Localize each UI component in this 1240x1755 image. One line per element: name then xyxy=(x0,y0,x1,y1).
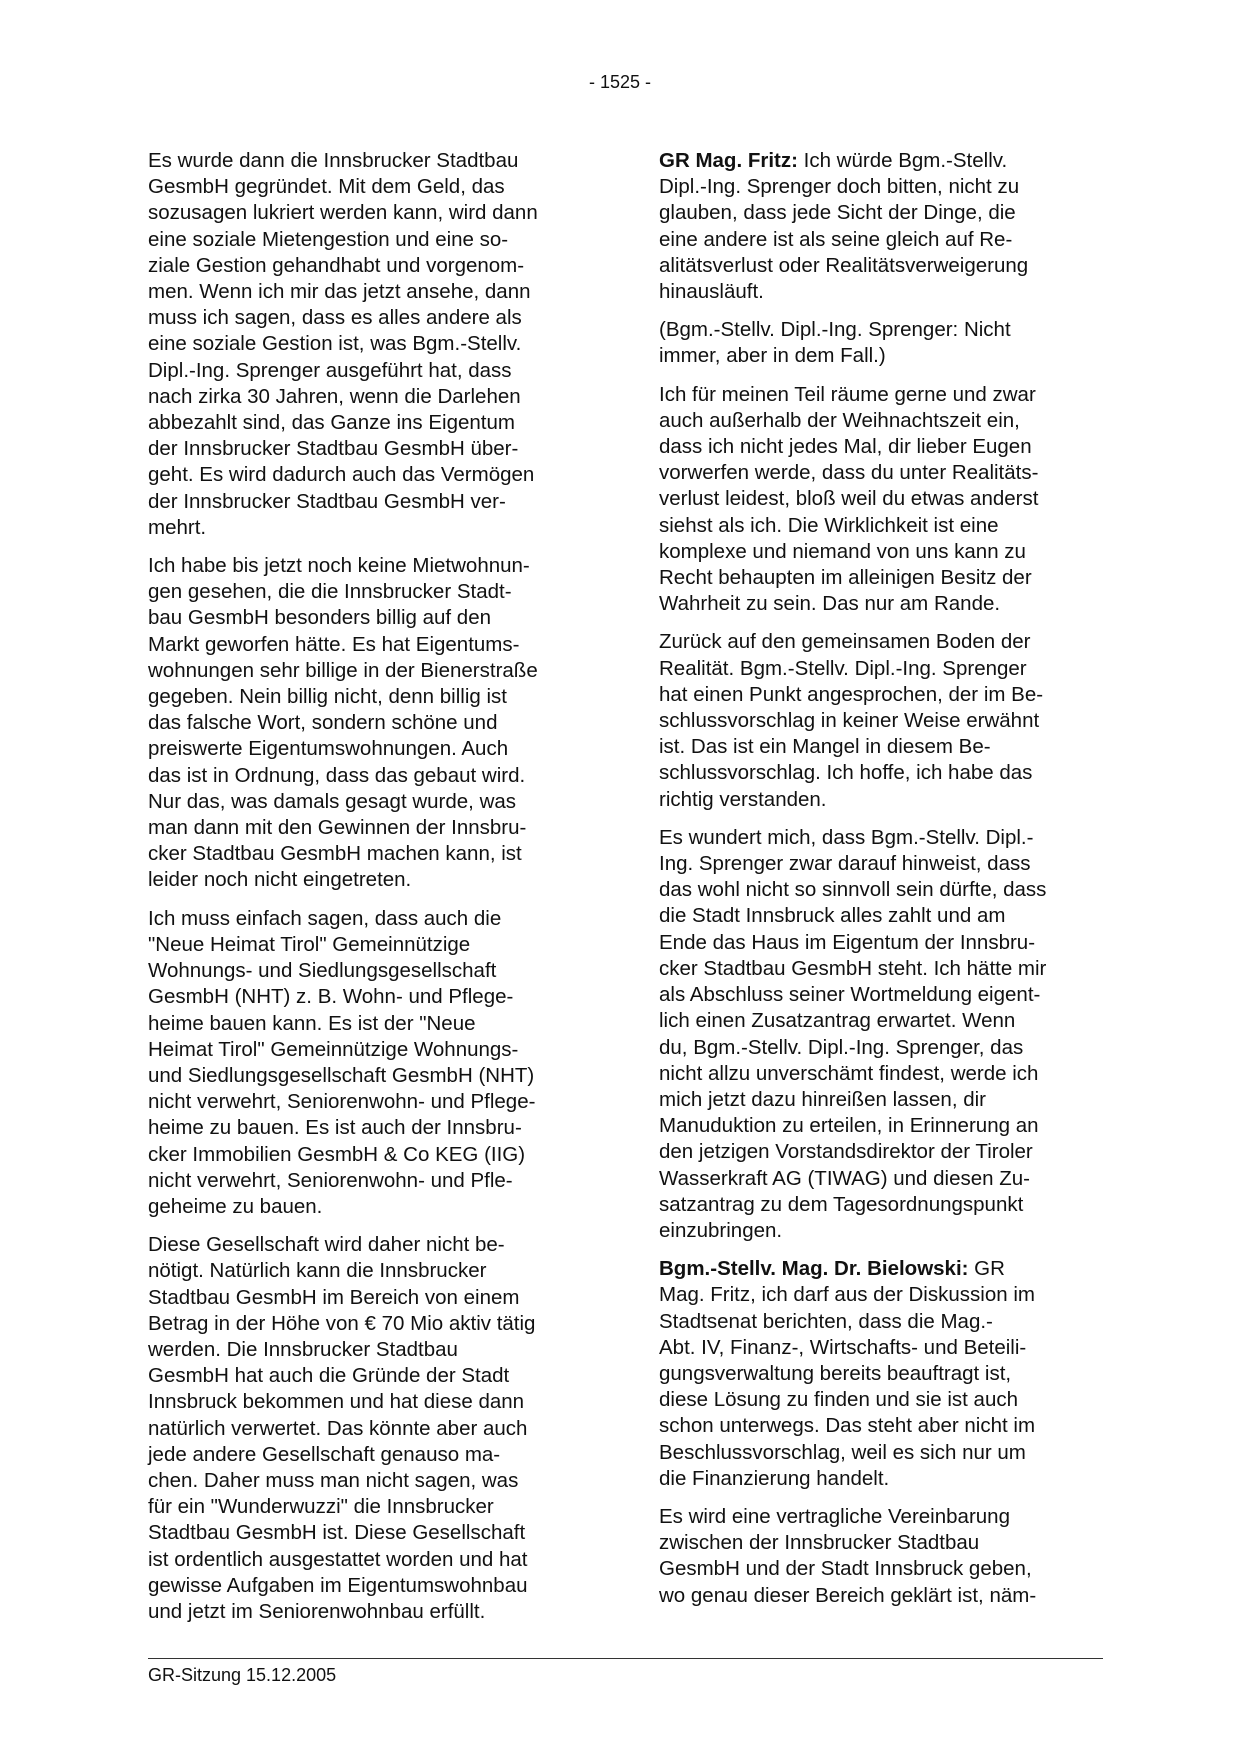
speech-text: GR Mag. Fritz, ich darf aus der Diskussion im Stadtsenat berichten, dass die Mag.- Abt. IV, Finanz-, Wirtschafts- und Beteili- gungsverwaltung bereits beauftragt ist, diese Lösung zu finden und sie ist auch schon unterwegs. Das steht aber nicht im Beschlussvorschlag, weil es sich nur um die Finanzierung handelt. xyxy=(659,1257,1036,1490)
paragraph: Es wird eine vertragliche Vereinbarung zwischen der Innsbrucker Stadtbau GesmbH und der Stadt Innsbruck geben, wo genau dieser Bereich geklärt ist, näm- xyxy=(659,1504,1037,1607)
page-number: - 1525 - xyxy=(588,72,652,92)
paragraph: Ich muss einfach sagen, dass auch die "Neue Heimat Tirol" Gemeinnützige Wohnungs- und Siedlungsgesellschaft GesmbH (NHT) z. B. Wohn- und Pflege- heime bauen kann. Es ist der "Neue Heimat Tirol" Gemeinnützige Wohnungs- und Siedlungsgesellschaft GesmbH (NHT) nicht verwehrt, Seniorenwohn- und Pflege- heime zu bauen. Es ist auch der Innsbru- cker Immobilien GesmbH & Co KEG (IIG) nicht verwehrt, Seniorenwohn- und Pfle- geheime zu bauen. xyxy=(148,906,536,1218)
paragraph xyxy=(659,148,1099,305)
footer-divider xyxy=(148,1658,1103,1659)
paragraph: Diese Gesellschaft wird daher nicht be- nötigt. Natürlich kann die Innsbrucker Stadtbau GesmbH im Bereich von einem Betrag in der Höhe von € 70 Mio aktiv tätig werden. Die Innsbrucker Stadtbau GesmbH hat auch die Gründe der Stadt Innsbruck bekommen und hat diese dann natürlich verwertet. Das könnte aber auch jede andere Gesellschaft genauso ma- chen. Daher muss man nicht sagen, was für ein "Wunderwuzzi" die Innsbrucker Stadtbau GesmbH ist. Diese Gesellschaft ist ordentlich ausgestattet worden und hat gewisse Aufgaben im Eigentumswohnbau und jetzt im Seniorenwohnbau erfüllt. xyxy=(148,1233,536,1623)
paragraph: (Bgm.-Stellv. Dipl.-Ing. Sprenger: Nicht immer, aber in dem Fall.) xyxy=(659,318,1011,368)
speaker-name: GR Mag. Fritz: xyxy=(659,149,798,172)
speech-text: Ich würde Bgm.-Stellv. Dipl.-Ing. Sprenger doch bitten, nicht zu glauben, dass jede Sicht der Dinge, die eine andere ist als seine gleich auf Re- alitätsverlust oder Realitätsverweigerung hinausläuft. xyxy=(659,149,1029,304)
paragraph: Zurück auf den gemeinsamen Boden der Realität. Bgm.-Stellv. Dipl.-Ing. Sprenger hat einen Punkt angesprochen, der im Be- schlussvorschlag in keiner Weise erwähnt ist. Das ist ein Mangel in diesem Be- schlussvorschlag. Ich hoffe, ich habe das richtig verstanden. xyxy=(659,630,1044,811)
speaker-name: Bgm.-Stellv. Mag. Dr. Bielowski: xyxy=(659,1257,969,1281)
paragraph: Es wurde dann die Innsbrucker Stadtbau GesmbH gegründet. Mit dem Geld, das sozusagen lukriert werden kann, wird dann eine soziale Mietengestion und eine so- ziale Gestion gehandhabt und vorgenom- men. Wenn ich mir das jetzt ansehe, dann muss ich sagen, dass es alles andere als eine soziale Gestion ist, was Bgm.-Stellv. Dipl.-Ing. Sprenger ausgeführt hat, dass nach zirka 30 Jahren, wenn die Darlehen abbezahlt sind, das Ganze ins Eigentum der Innsbrucker Stadtbau GesmbH über- geht. Es wird dadurch auch das Vermögen der Innsbrucker Stadtbau GesmbH ver- mehrt. xyxy=(148,149,538,539)
paragraph: Ich für meinen Teil räume gerne und zwar auch außerhalb der Weihnachtszeit ein, dass ich nicht jedes Mal, dir lieber Eugen vorwerfen werde, dass du unter Realitäts- verlust leidest, bloß weil du etwas anderst siehst als ich. Die Wirklichkeit ist eine komplexe und niemand von uns kann zu Recht behaupten im alleinigen Besitz der Wahrheit zu sein. Das nur am Rande. xyxy=(659,382,1039,616)
paragraph: Es wundert mich, dass Bgm.-Stellv. Dipl.- Ing. Sprenger zwar darauf hinweist, dass das wohl nicht so sinnvoll sein dürfte, dass die Stadt Innsbruck alles zahlt und am Ende das Haus im Eigentum der Innsbru- cker Stadtbau GesmbH steht. Ich hätte mir als Abschluss seiner Wortmeldung eigent- lich einen Zusatzantrag erwartet. Wenn du, Bgm.-Stellv. Dipl.-Ing. Sprenger, das nicht allzu unverschämt findest, werde ich mich jetzt dazu hinreißen lassen, dir Manuduktion zu erteilen, in Erinnerung an den jetzigen Vorstandsdirektor der Tiroler Wasserkraft AG (TIWAG) und diesen Zu- satzantrag zu dem Tagesordnungspunkt einzubringen. xyxy=(659,825,1047,1242)
left-column xyxy=(148,148,603,1637)
right-column xyxy=(659,148,1099,1621)
footer-session-date: GR-Sitzung 15.12.2005 xyxy=(148,1665,337,1685)
paragraph xyxy=(659,1256,1099,1492)
paragraph: Ich habe bis jetzt noch keine Mietwohnun- gen gesehen, die die Innsbrucker Stadt- bau GesmbH besonders billig auf den Markt geworfen hätte. Es hat Eigentums- wohnungen sehr billige in der Bienerstraße gegeben. Nein billig nicht, denn billig ist das falsche Wort, sondern schöne und preiswerte Eigentumswohnungen. Auch das ist in Ordnung, dass das gebaut wird. Nur das, was damals gesagt wurde, was man dann mit den Gewinnen der Innsbru- cker Stadtbau GesmbH machen kann, ist leider noch nicht eingetreten. xyxy=(148,554,538,892)
